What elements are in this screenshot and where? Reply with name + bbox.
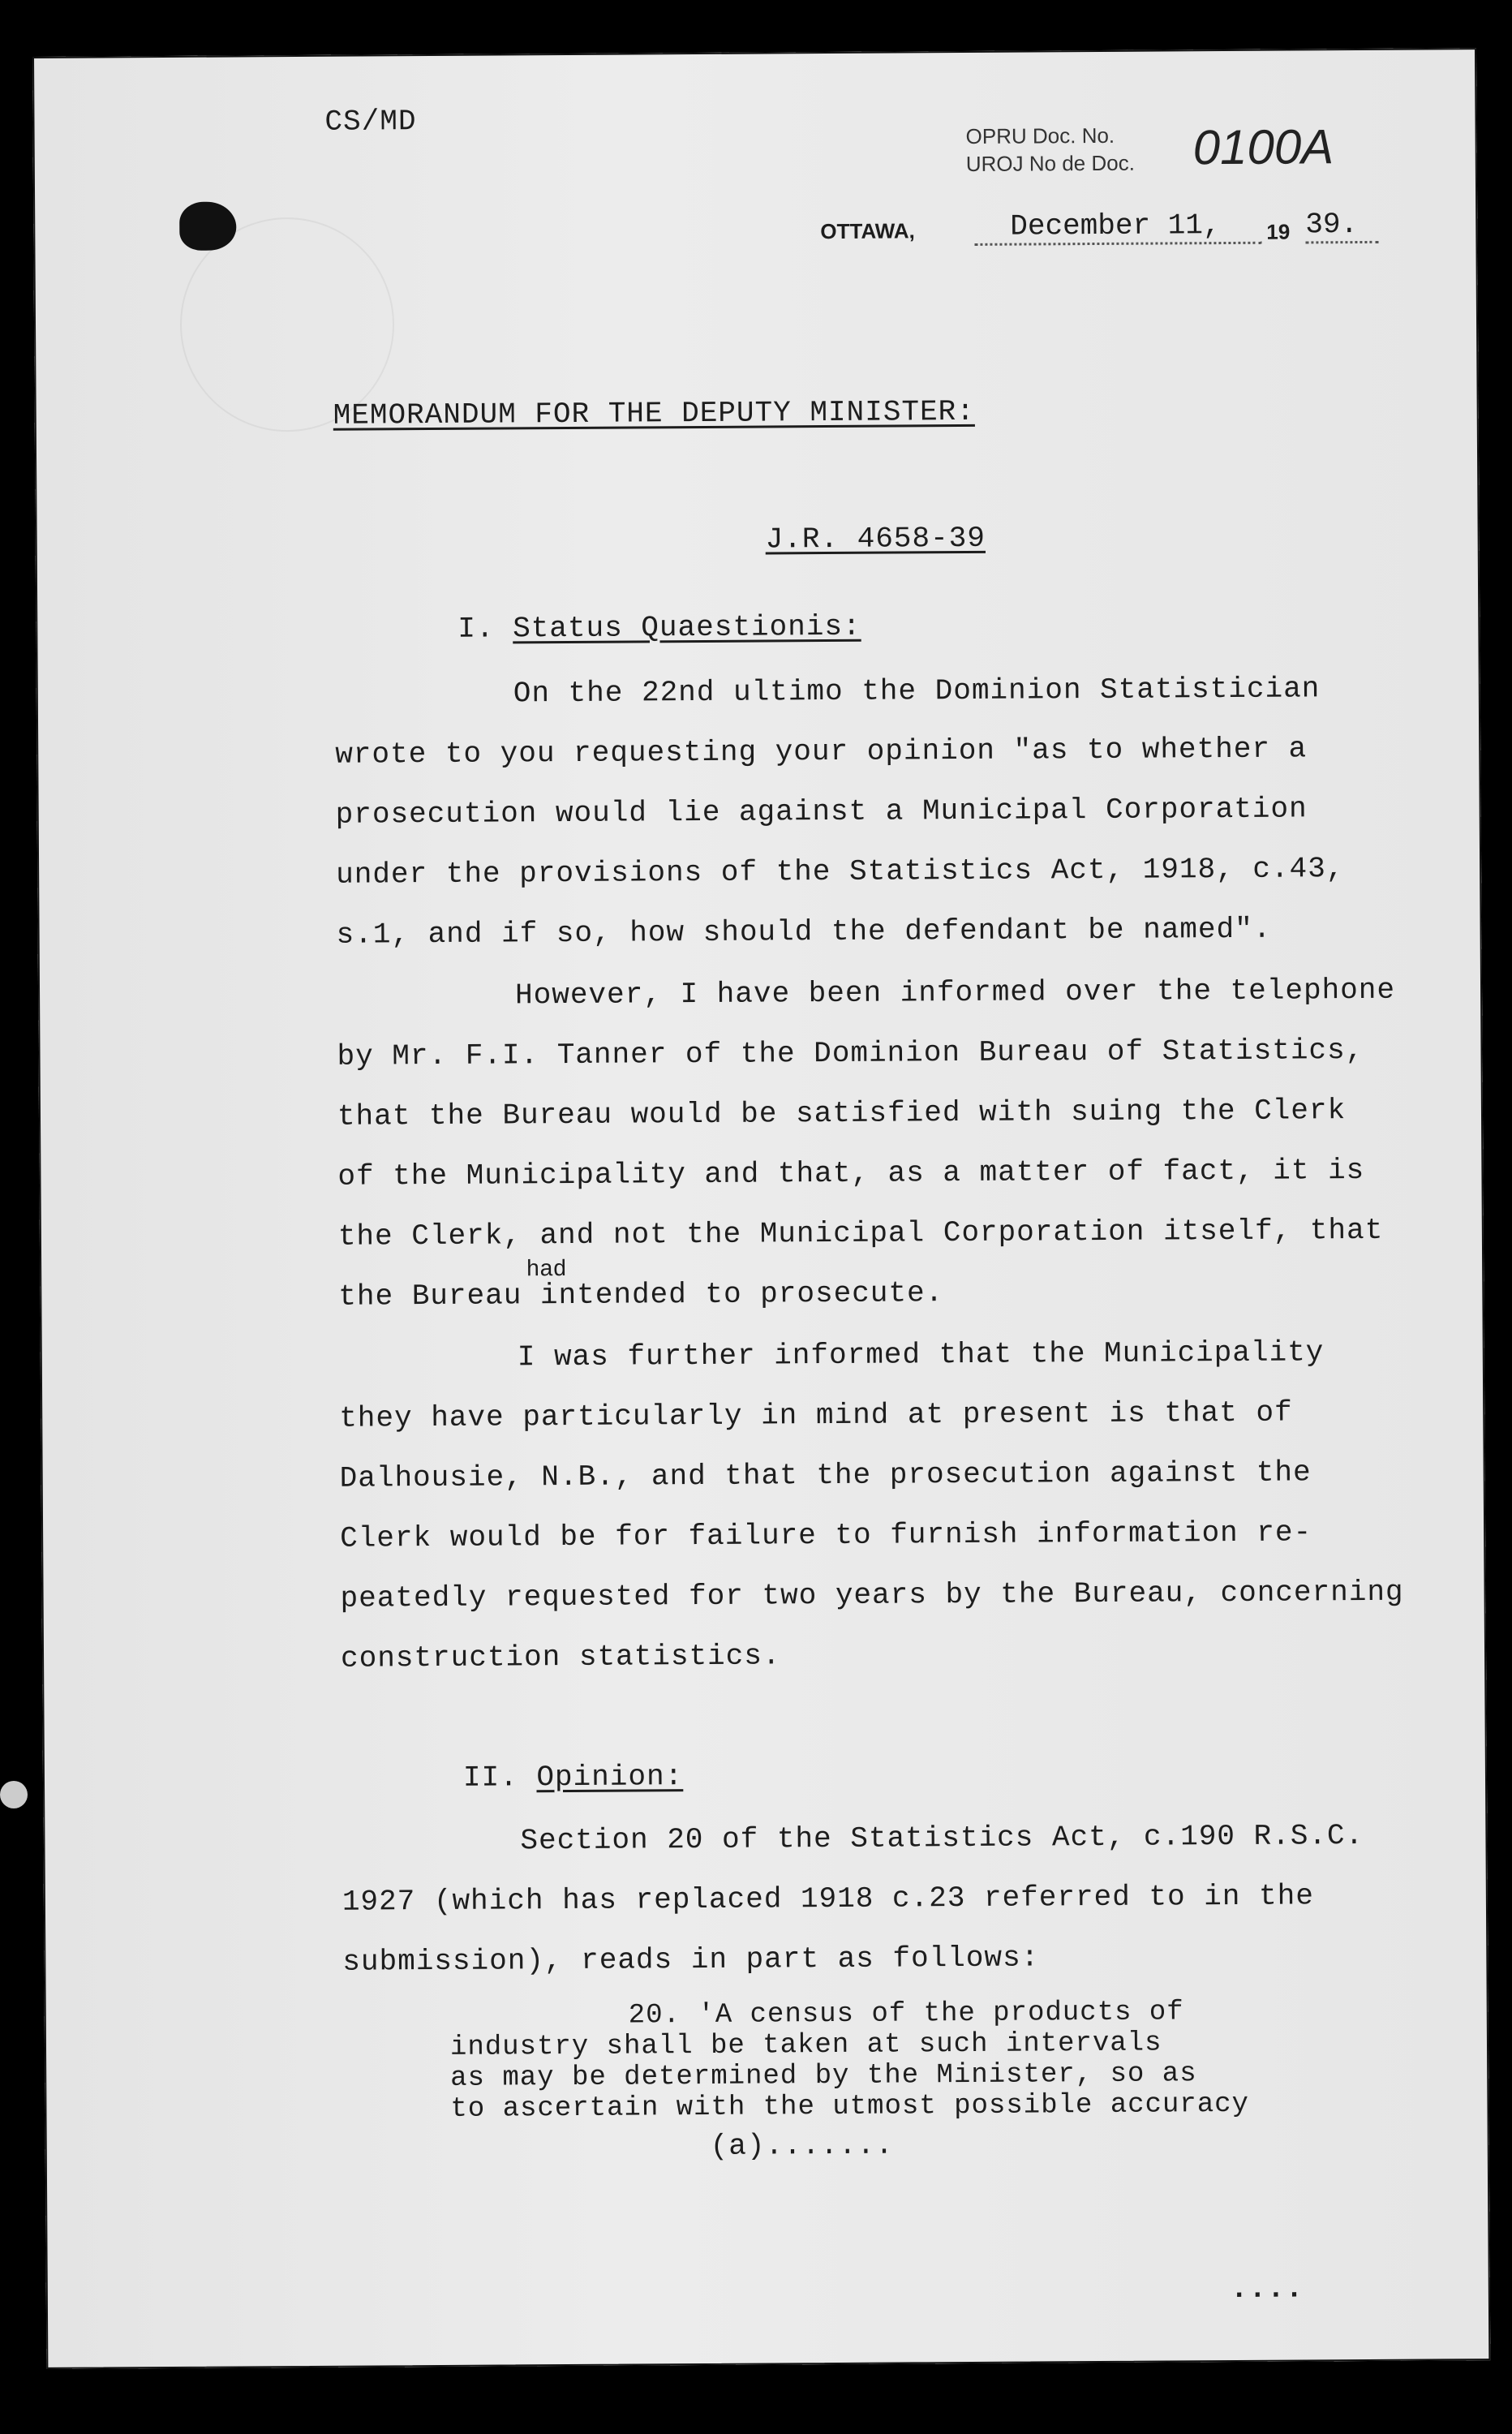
continuation-dots: .... — [1230, 2272, 1304, 2307]
text-line: Clerk would be for failure to furnish information re- — [340, 1516, 1312, 1555]
statute-quote — [450, 1997, 1249, 2125]
document-page — [32, 48, 1490, 2369]
section1-heading — [457, 610, 861, 646]
text-line: wrote to you requesting your opinion "as to whether a — [335, 732, 1308, 772]
text-line: by Mr. F.I. Tanner of the Dominion Bureau of Statistics, — [337, 1033, 1364, 1073]
text-line: that the Bureau would be satisfied with suing the Clerk — [337, 1094, 1347, 1133]
text-line: I was further informed that the Municipality — [517, 1335, 1325, 1374]
doc-number-stamp — [966, 122, 1135, 178]
film-mark — [0, 1781, 28, 1808]
date: December 11, — [974, 209, 1261, 246]
text-line: peatedly requested for two years by the Bureau, concerning — [340, 1575, 1404, 1615]
doc-number-handwritten: 0100A — [1192, 119, 1334, 175]
doc-number-label-fr: UROJ No de Doc. — [965, 150, 1135, 176]
reference-number: J.R. 4658-39 — [765, 521, 986, 557]
text-line: Dalhousie, N.B., and that the prosecution against the — [339, 1456, 1312, 1495]
text-line: the Clerk, and not the Municipal Corporation itself, that — [337, 1213, 1384, 1254]
text-fragment: the Bureau — [338, 1279, 522, 1314]
text-line: they have particularly in mind at present is that of — [339, 1395, 1293, 1435]
memo-title: MEMORANDUM FOR THE DEPUTY MINISTER: — [333, 394, 975, 432]
text-fragment: intended to prosecute. — [539, 1276, 944, 1313]
section1-title: Status Quaestionis: — [513, 609, 861, 646]
section1-paragraph3 — [339, 1322, 1420, 1689]
section2-paragraph1 — [341, 1806, 1421, 1993]
quote-line: 20. 'A census of the products of — [628, 1997, 1184, 2032]
text-line: 1927 (which has replaced 1918 c.23 referred to in the — [341, 1879, 1315, 1919]
section2-title: Opinion: — [536, 1760, 684, 1795]
section1-number: I. — [457, 612, 495, 646]
text-line: s.1, and if so, how should the defendant be named". — [336, 912, 1272, 952]
text-line: Section 20 of the Statistics Act, c.190 R.S.C. — [520, 1819, 1364, 1858]
quote-line: industry shall be taken at such intervals — [449, 2028, 1162, 2063]
year-suffix: 39. — [1305, 208, 1378, 244]
quote-line: to ascertain with the utmost possible accuracy — [450, 2088, 1250, 2125]
doc-number-label-en: OPRU Doc. No. — [965, 123, 1115, 148]
text-line: submission), reads in part as follows: — [342, 1941, 1040, 1979]
section2-number: II. — [462, 1761, 518, 1795]
file-code: CS/MD — [324, 105, 417, 139]
city-label: OTTAWA, — [820, 218, 915, 244]
quote-item: (a)....... — [710, 2128, 894, 2163]
text-line: prosecution would lie against a Municipal Corporation — [335, 792, 1308, 832]
ink-stain — [179, 201, 236, 250]
text-line: On the 22nd ultimo the Dominion Statistician — [513, 672, 1321, 711]
text-line: However, I have been informed over the telephone — [514, 973, 1396, 1013]
handwritten-insertion: had — [526, 1255, 567, 1281]
quote-line: as may be determined by the Minister, so as — [450, 2058, 1197, 2094]
year-prefix: 19 — [1266, 219, 1291, 244]
text-line: of the Municipality and that, as a matter of fact, it is — [337, 1153, 1365, 1193]
section1-paragraph2 — [337, 961, 1418, 1327]
text-line — [338, 1255, 1417, 1327]
text-line: construction statistics. — [340, 1639, 781, 1675]
section1-paragraph1 — [335, 659, 1415, 965]
text-line: under the provisions of the Statistics Act, 1918, c.43, — [336, 852, 1345, 892]
section2-heading — [463, 1760, 683, 1795]
